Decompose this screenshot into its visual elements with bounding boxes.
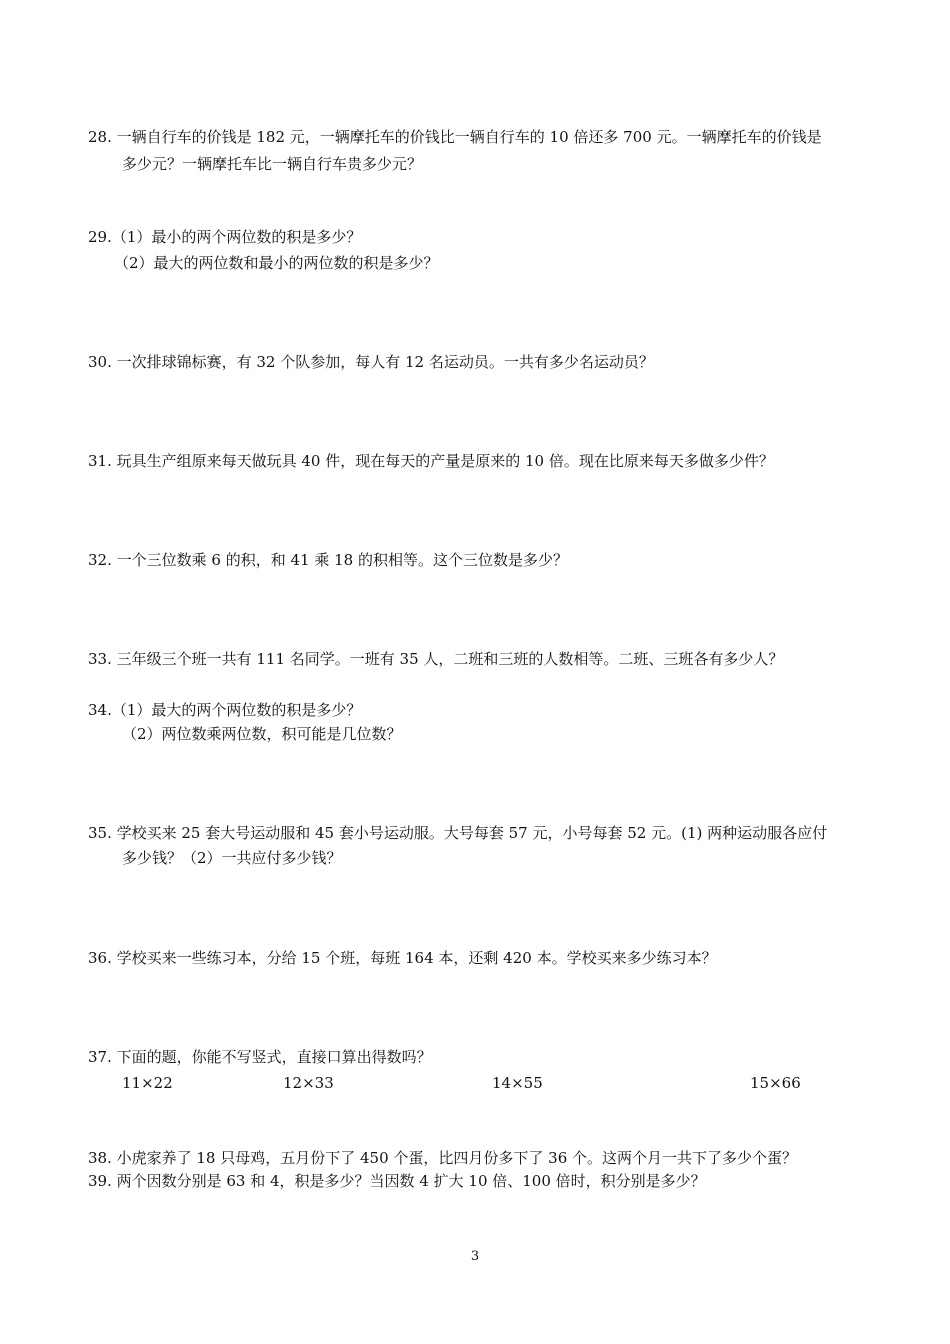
question-36-line-1: 36. 学校买来一些练习本，分给 15 个班，每班 164 本，还剩 420 本。学校买来多少练习本？ — [88, 949, 717, 967]
question-34-line-1: 34.（1）最大的两个两位数的积是多少？ — [88, 701, 362, 719]
question-29-line-1: 29.（1）最小的两个两位数的积是多少？ — [88, 228, 362, 246]
question-37-item: 14×55 — [492, 1074, 543, 1092]
question-39-line-1: 39. 两个因数分别是 63 和 4，积是多少？当因数 4 扩大 10 倍、100 倍时，积分别是多少？ — [88, 1172, 706, 1190]
page-number: 3 — [470, 1249, 480, 1264]
question-28-line-1: 28. 一辆自行车的价钱是 182 元，一辆摩托车的价钱比一辆自行车的 10 倍还多 700 元。一辆摩托车的价钱是 — [88, 128, 822, 146]
question-29-line-2: （2）最大的两位数和最小的两位数的积是多少？ — [114, 254, 439, 272]
question-35-line-1: 35. 学校买来 25 套大号运动服和 45 套小号运动服。大号每套 57 元，小号每套 52 元。(1) 两种运动服各应付 — [88, 824, 828, 842]
question-35-line-2: 多少钱？（2）一共应付多少钱？ — [122, 849, 342, 867]
question-32-line-1: 32. 一个三位数乘 6 的积，和 41 乘 18 的积相等。这个三位数是多少？ — [88, 551, 568, 569]
question-37-item: 12×33 — [283, 1074, 334, 1092]
question-30-line-1: 30. 一次排球锦标赛，有 32 个队参加，每人有 12 名运动员。一共有多少名运动员？ — [88, 353, 654, 371]
question-31-line-1: 31. 玩具生产组原来每天做玩具 40 件，现在每天的产量是原来的 10 倍。现在比原来每天多做多少件？ — [88, 452, 774, 470]
question-37-item: 11×22 — [122, 1074, 173, 1092]
question-28-line-2: 多少元？一辆摩托车比一辆自行车贵多少元？ — [122, 155, 423, 173]
question-38-line-1: 38. 小虎家养了 18 只母鸡，五月份下了 450 个蛋，比四月份多下了 36 个。这两个月一共下了多少个蛋？ — [88, 1149, 798, 1167]
question-33-line-1: 33. 三年级三个班一共有 111 名同学。一班有 35 人，二班和三班的人数相等。二班、三班各有多少人？ — [88, 650, 784, 668]
question-37-line-1: 37. 下面的题，你能不写竖式，直接口算出得数吗？ — [88, 1048, 432, 1066]
question-34-line-2: （2）两位数乘两位数，积可能是几位数？ — [122, 725, 402, 743]
question-37-item: 15×66 — [750, 1074, 801, 1092]
